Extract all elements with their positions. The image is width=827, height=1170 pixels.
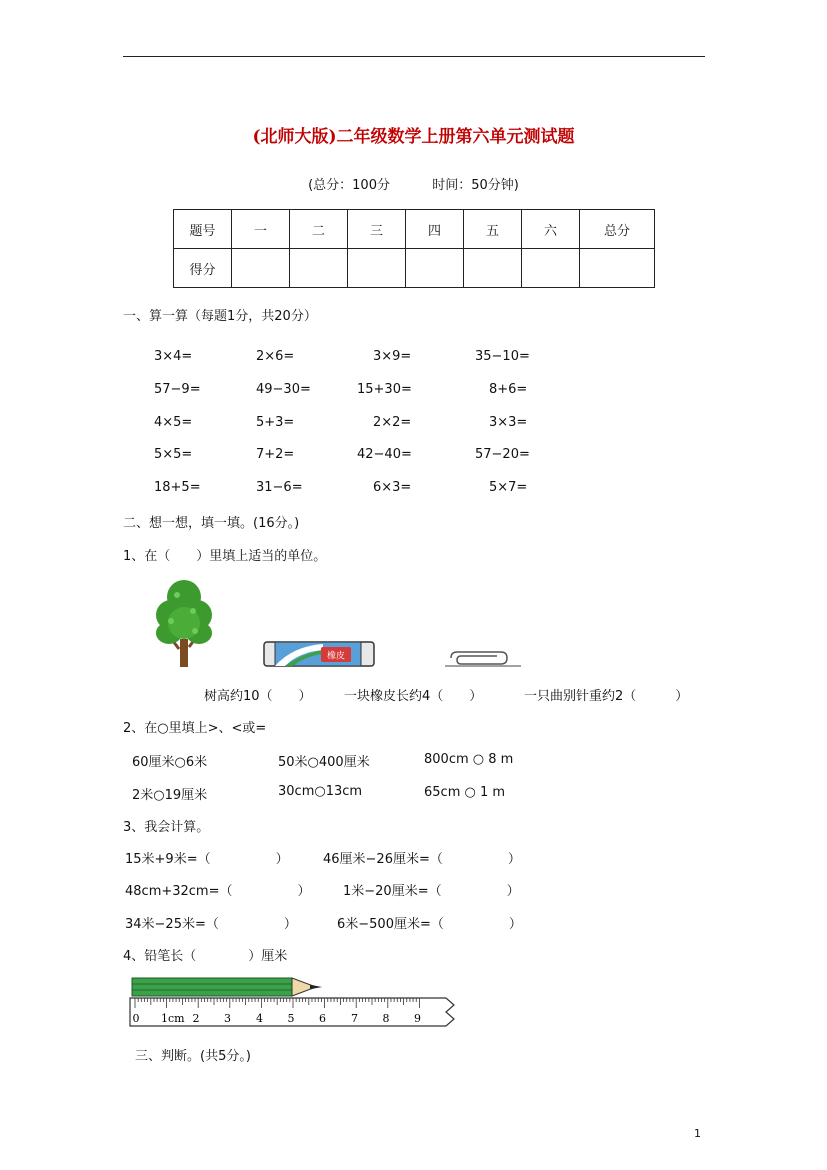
compute-item: 48cm+32cm=（ ） <box>125 884 311 899</box>
score-table-score-row <box>174 249 655 288</box>
exam-time: 时间：50分钟) <box>432 178 519 193</box>
score-table-cell: 四 <box>406 210 464 249</box>
calc-item: 7+2= <box>256 447 295 462</box>
score-input-cell[interactable] <box>232 249 290 288</box>
compute-item: 1米−20厘米=（ ） <box>343 884 520 899</box>
calc-item: 3×3= <box>489 415 528 430</box>
question-2: 2、在○里填上>、<或= <box>123 721 267 736</box>
total-score: (总分：100分 <box>308 178 390 193</box>
compute-item: 6米−500厘米=（ ） <box>337 917 522 932</box>
calc-item: 5+3= <box>256 415 295 430</box>
q1-answer-tree: 树高约10（ ） <box>204 689 312 704</box>
calc-item: 8+6= <box>489 382 528 397</box>
compare-item: 60厘米○6米 <box>132 755 208 770</box>
score-table <box>173 209 655 288</box>
score-input-cell[interactable] <box>406 249 464 288</box>
ruler-label: 9 <box>414 1012 421 1025</box>
compute-item: 15米+9米=（ ） <box>125 852 289 867</box>
calc-item: 31−6= <box>256 480 303 495</box>
score-table-cell: 六 <box>522 210 580 249</box>
score-table-cell: 总分 <box>580 210 655 249</box>
calc-item: 2×6= <box>256 349 295 364</box>
calc-item: 42−40= <box>357 447 412 462</box>
calc-item: 18+5= <box>154 480 201 495</box>
score-table-cell: 题号 <box>174 210 232 249</box>
compare-item: 30cm○13cm <box>278 784 363 799</box>
score-table-cell: 一 <box>232 210 290 249</box>
question-4: 4、铅笔长（ ）厘米 <box>123 949 288 964</box>
paperclip-illustration <box>445 650 521 668</box>
ruler-label: 2 <box>192 1012 200 1025</box>
calc-item: 3×4= <box>154 349 193 364</box>
calc-item: 5×5= <box>154 447 193 462</box>
ruler-label: 3 <box>224 1012 231 1025</box>
score-table-header-row <box>174 210 655 249</box>
score-table-cell: 得分 <box>174 249 232 288</box>
calc-item: 6×3= <box>373 480 412 495</box>
calc-item: 57−9= <box>154 382 201 397</box>
question-3: 3、我会计算。 <box>123 820 210 835</box>
calc-item: 49−30= <box>256 382 311 397</box>
score-input-cell[interactable] <box>580 249 655 288</box>
score-input-cell[interactable] <box>464 249 522 288</box>
ruler-label: 4 <box>256 1012 263 1025</box>
calc-item: 2×2= <box>373 415 412 430</box>
ruler-label: 6 <box>319 1012 326 1025</box>
section2-heading: 二、想一想，填一填。(16分。) <box>123 516 300 531</box>
compare-item: 800cm ○ 8 m <box>424 752 514 767</box>
ruler-label: 8 <box>382 1012 390 1025</box>
compute-item: 34米−25米=（ ） <box>125 917 297 932</box>
calc-item: 35−10= <box>475 349 530 364</box>
calc-item: 5×7= <box>489 480 528 495</box>
calc-item: 3×9= <box>373 349 412 364</box>
header-rule <box>123 56 705 57</box>
ruler-label: 7 <box>351 1012 358 1025</box>
score-input-cell[interactable] <box>290 249 348 288</box>
score-table-cell: 二 <box>290 210 348 249</box>
score-table-cell: 三 <box>348 210 406 249</box>
calc-item: 4×5= <box>154 415 193 430</box>
ruler-with-pencil-illustration <box>128 974 460 1032</box>
section3-heading: 三、判断。(共5分。) <box>135 1049 251 1064</box>
compare-item: 50米○400厘米 <box>278 755 370 770</box>
calc-item: 15+30= <box>357 382 412 397</box>
ruler-label: 5 <box>287 1012 295 1025</box>
score-table-cell: 五 <box>464 210 522 249</box>
calc-item: 57−20= <box>475 447 530 462</box>
section1-heading: 一、算一算（每题1分，共20分） <box>123 309 317 324</box>
exam-meta <box>0 174 827 193</box>
compute-item: 46厘米−26厘米=（ ） <box>323 852 521 867</box>
q1-answer-eraser: 一块橡皮长约4（ ） <box>344 689 483 704</box>
score-input-cell[interactable] <box>348 249 406 288</box>
compare-item: 65cm ○ 1 m <box>424 785 506 800</box>
tree-illustration <box>155 577 213 669</box>
ruler-label: 1cm <box>161 1012 185 1025</box>
ruler-label: 0 <box>132 1012 140 1025</box>
page-title: (北师大版)二年级数学上册第六单元测试题 <box>252 127 575 147</box>
score-input-cell[interactable] <box>522 249 580 288</box>
compare-item: 2米○19厘米 <box>132 788 208 803</box>
page-number: 1 <box>694 1127 701 1140</box>
eraser-label: 橡皮 <box>326 651 346 662</box>
q1-answer-paperclip: 一只曲别针重约2（ ） <box>524 689 689 704</box>
eraser-illustration <box>263 638 375 668</box>
question-1: 1、在（ ）里填上适当的单位。 <box>123 549 327 564</box>
